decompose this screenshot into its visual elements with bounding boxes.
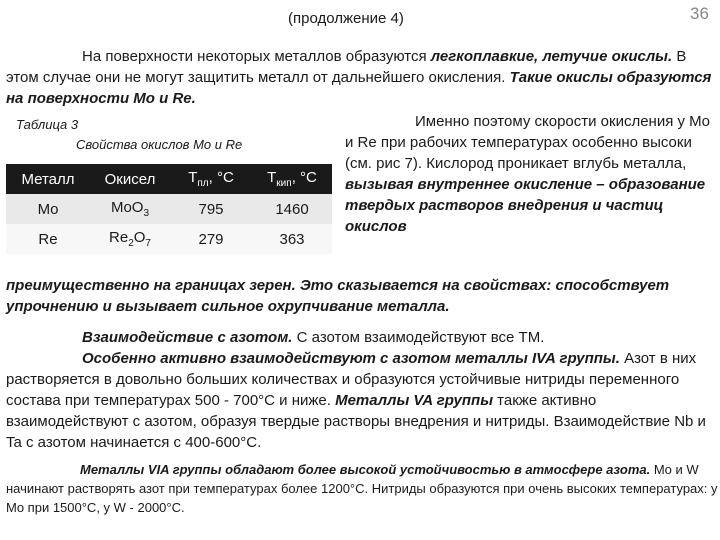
table-row (6, 224, 332, 254)
header-metal: Металл (6, 164, 90, 194)
header-tmelt: $T_{пл}$, °C (170, 164, 252, 194)
header-tboil: $T_{кип}$, °C (252, 164, 332, 194)
cell-tmelt: 279 (170, 224, 252, 254)
via-text: Mo и W начинают растворять азот при температурах более 1200°С. Нитриды образуются при очень высоких температурах: у Mo при 1500°С, у W - 2000°С. (6, 462, 718, 515)
paragraph-oxidation-rate (345, 111, 717, 237)
table-caption-title: Свойства окислов Mo и Re (76, 137, 243, 152)
cell-oxide: $Re_2O_7$ (90, 224, 170, 254)
oxidation-emphasis: вызывая внутреннее окисление – образование твердых растворов внедрения и частиц окислов (345, 176, 706, 235)
page-number: 36 (690, 4, 709, 23)
nitrogen-text-f: также активно взаимодействуют с азотом, образуя твердые растворы внедрения и нитриды. Взаимодействие Nb и Ta с азотом начинается с 400-600°С. (6, 392, 706, 451)
table-row (6, 194, 332, 224)
cell-oxide: MoO$_3$ (90, 194, 170, 224)
paragraph-nitrogen (6, 327, 718, 453)
paragraph-via-metals (6, 460, 718, 517)
cell-tmelt: 795 (170, 194, 252, 224)
paragraph-intro (6, 46, 718, 109)
header-oxide: Окисел (90, 164, 170, 194)
intro-emphasis: легкоплавкие, летучие окислы. (430, 48, 673, 65)
cell-tboil: 363 (252, 224, 332, 254)
oxidation-text: Именно поэтому скорости окисления у Mo и Re при рабочих температурах особенно высоки (см. рис 7). Кислород проникает вглубь металла, (345, 113, 711, 172)
paragraph-grain-boundaries: преимущественно на границах зерен. Это сказывается на свойствах: способствует упрочнению и вызывает сильное охрупчивание металла. (6, 277, 670, 315)
nitrogen-va-emphasis: Металлы VA группы (335, 392, 494, 409)
intro-text-c: В этом случае они не могут защитить металл от дальнейшего окисления. (6, 48, 687, 86)
nitrogen-iva-emphasis: Особенно активно взаимодействуют с азотом металлы IVA группы. (82, 350, 620, 367)
oxide-properties-table (6, 164, 332, 254)
page-header-title: (продолжение 4) (288, 10, 404, 27)
cell-metal: Re (6, 224, 90, 254)
nitrogen-text-b: С азотом взаимодействуют все ТМ. (292, 329, 545, 346)
intro-text-a: На поверхности некоторых металлов образуются (82, 48, 431, 65)
cell-tboil: 1460 (252, 194, 332, 224)
table-header-row (6, 164, 332, 194)
nitrogen-text-d: Азот в них растворяется в довольно больших количествах и образуются устойчивые нитриды переменного состава при температурах 500 - 700°С и ниже. (6, 350, 697, 409)
cell-metal: Mo (6, 194, 90, 224)
table-caption-number: Таблица 3 (16, 117, 79, 132)
intro-conclusion: Такие окислы образуются на поверхности Mo и Re. (6, 69, 712, 107)
via-emphasis: Металлы VIA группы обладают более высокой устойчивостью в атмосфере азота. (80, 462, 651, 477)
nitrogen-heading: Взаимодействие с азотом. (82, 329, 293, 346)
